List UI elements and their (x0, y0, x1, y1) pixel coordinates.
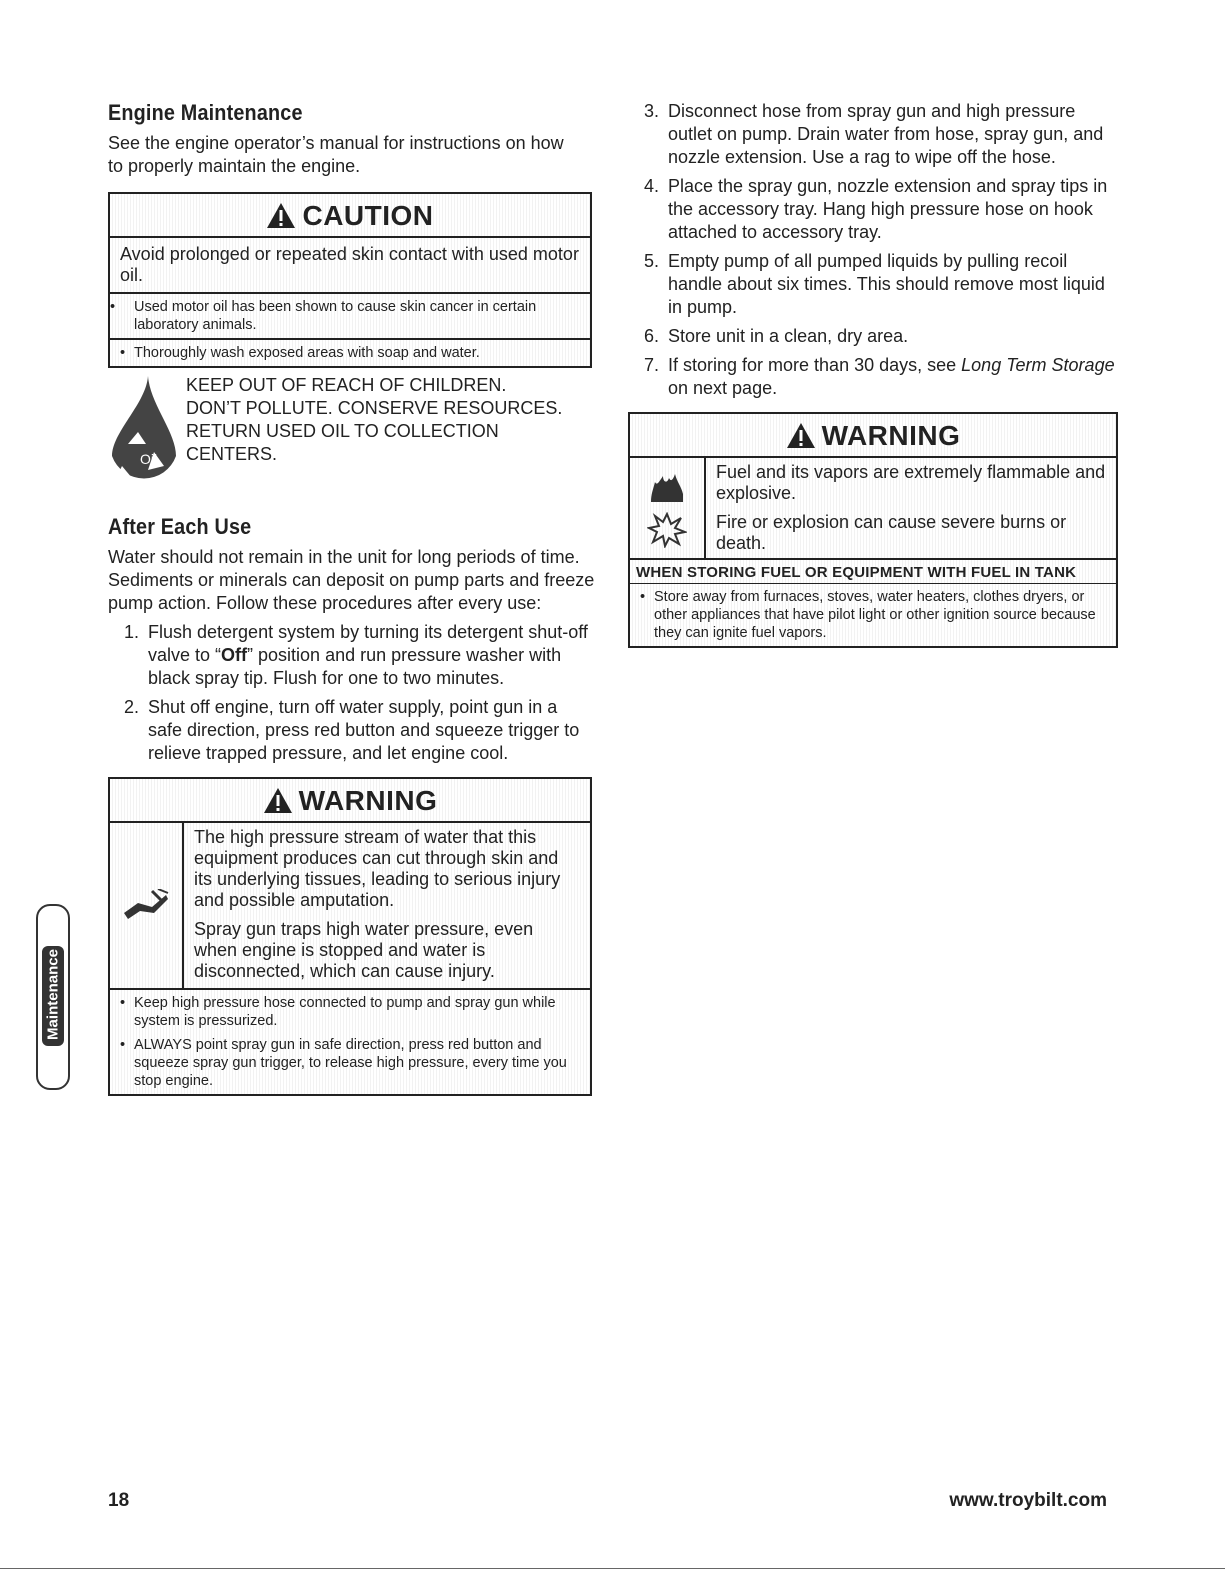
side-tab-fill (42, 946, 64, 1046)
warning-message: Fuel and its vapors are extremely flammable and explosive. (716, 462, 1106, 503)
step-item (628, 250, 1118, 319)
warning-message: Fire or explosion can cause severe burns or death. (716, 512, 1067, 553)
step-item (108, 696, 592, 765)
warning-header (630, 414, 1116, 458)
alert-triangle-icon (786, 422, 816, 449)
step-text: Empty pump of all pumped liquids by pulling recoil handle about six times. This should remove most liquid in pump. (668, 251, 1105, 317)
oil-recycle-icon (108, 374, 178, 492)
side-tab-label: Maintenance (44, 949, 62, 1040)
step-item (628, 100, 1118, 169)
after-use-steps (108, 621, 592, 765)
step-number: 3. (644, 101, 660, 121)
step-number: 6. (644, 326, 660, 346)
left-column (108, 100, 595, 1096)
page-number: 18 (108, 1490, 130, 1511)
step-item (628, 325, 1118, 348)
step-text: Store unit in a clean, dry area. (668, 326, 909, 346)
fuel-warning-box (628, 412, 1118, 648)
caution-bullet: • Thoroughly wash exposed areas with soap and water. (120, 344, 580, 362)
maintenance-side-tab (36, 904, 70, 1090)
warning-icon-cell (630, 458, 706, 558)
warning-bullets (630, 584, 1116, 646)
step-text: If storing for more than 30 days, see (668, 355, 962, 375)
step-text: Shut off engine, turn off water supply, point gun in a safe direction, press red button and squeeze trigger to relieve trapped pressure, and let engine cool. (148, 697, 580, 763)
warning-bullet: • Keep high pressure hose connected to pump and spray gun while system is pressurized. (120, 994, 580, 1030)
warning-title: WARNING (821, 420, 961, 451)
step-number: 1. (124, 622, 140, 642)
step-text: Flush detergent system by turning its detergent shut-off valve to “ (148, 622, 588, 665)
warning-title: WARNING (298, 785, 438, 816)
engine-maintenance-heading: Engine Maintenance (108, 100, 303, 125)
caution-header (110, 194, 590, 238)
oil-notice-text: KEEP OUT OF REACH OF CHILDREN. DON’T POLLUTE. CONSERVE RESOURCES. RETURN USED OIL TO COLLECTION CENTERS. (186, 375, 563, 464)
warning-bullet: • Store away from furnaces, stoves, water heaters, clothes dryers, or other appliances that have pilot light or other ignition source because they can ignite fuel vapors. (640, 588, 1106, 642)
warning-messages (706, 458, 1116, 558)
engine-maintenance-text: See the engine operator’s manual for instructions on how to properly maintain the engine. (108, 133, 564, 176)
high-pressure-warning-box (108, 777, 592, 1096)
step-number: 4. (644, 176, 660, 196)
caution-message: Avoid prolonged or repeated skin contact with used motor oil. (110, 238, 590, 294)
step-number: 5. (644, 251, 660, 271)
step-text: Place the spray gun, nozzle extension and spray tips in the accessory tray. Hang high pressure hose on hook attached to accessory tray. (668, 176, 1108, 242)
caution-bullets (110, 294, 590, 366)
warning-bullets (110, 990, 590, 1094)
step-item (108, 621, 592, 690)
warning-messages (184, 823, 590, 988)
after-use-steps-continued (628, 100, 1118, 400)
fuel-storage-subheading: WHEN STORING FUEL OR EQUIPMENT WITH FUEL IN TANK (630, 560, 1116, 584)
warning-icon-row (110, 823, 590, 990)
off-label: Off (221, 645, 248, 665)
bottom-rule (0, 1568, 1225, 1569)
caution-title: CAUTION (302, 200, 434, 231)
step-number: 7. (644, 355, 660, 375)
warning-message: Spray gun traps high water pressure, even when engine is stopped and water is disconnected, which can cause injury. (194, 919, 534, 981)
footer-url: www.troybilt.com (949, 1490, 1107, 1511)
caution-bullet: • Used motor oil has been shown to cause skin cancer in certain laboratory animals. (110, 298, 590, 340)
caution-box (108, 192, 592, 368)
warning-header (110, 779, 590, 823)
step-item (628, 354, 1118, 400)
long-term-storage-reference: Long Term Storage (961, 355, 1115, 375)
step-text: ” position and run pressure washer with black spray tip. Flush for one to two minutes. (148, 645, 562, 688)
alert-triangle-icon (263, 787, 293, 814)
warning-message: The high pressure stream of water that this equipment produces can cut through skin and its underlying tissues, leading to serious injury and possible amputation. (194, 827, 561, 910)
injection-injury-icon (122, 889, 170, 923)
after-each-use-heading: After Each Use (108, 514, 252, 539)
right-column (628, 100, 1118, 648)
after-each-use-text: Water should not remain in the unit for long periods of time. Sediments or minerals can deposit on pump parts and freeze pump action. Follow these procedures after every use: (108, 547, 595, 613)
warning-icon-cell (110, 823, 184, 988)
oil-icon-label: Oil (140, 451, 158, 467)
alert-triangle-icon (266, 202, 296, 229)
warning-icon-row (630, 458, 1116, 560)
step-item (628, 175, 1118, 244)
warning-bullet: • ALWAYS point spray gun in safe direction, press red button and squeeze spray gun trigger, to release high pressure, every time you stop engine. (120, 1036, 580, 1090)
fire-icon (647, 468, 687, 504)
step-text: on next page. (668, 378, 778, 398)
step-number: 2. (124, 697, 140, 717)
oil-notice (108, 374, 592, 492)
explosion-icon (647, 512, 687, 548)
step-text: Disconnect hose from spray gun and high pressure outlet on pump. Drain water from hose, spray gun, and nozzle extension. Use a rag to wipe off the hose. (668, 101, 1104, 167)
